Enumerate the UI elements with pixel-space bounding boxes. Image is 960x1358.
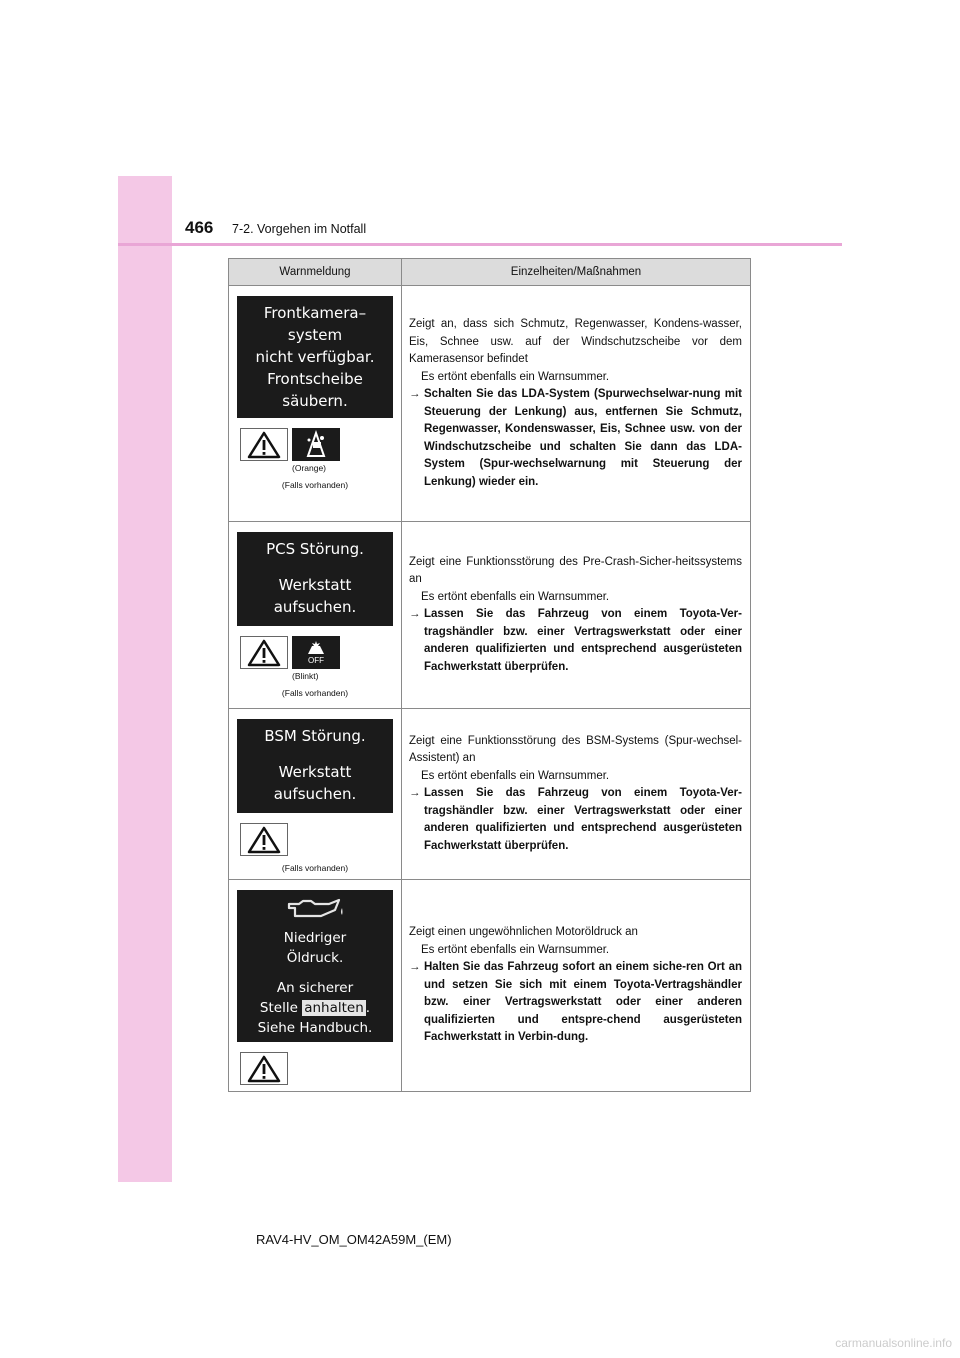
display-screen bbox=[237, 296, 393, 418]
screen-text: system bbox=[287, 326, 343, 344]
table-row bbox=[229, 286, 751, 522]
screen-text: PCS Störung. bbox=[266, 540, 364, 558]
screen-text: Öldruck. bbox=[286, 950, 344, 966]
screen-highlight: anhalten bbox=[304, 1000, 364, 1016]
buzzer-note: Es ertönt ebenfalls ein Warnsummer. bbox=[421, 769, 610, 782]
description-text: Zeigt eine Funktionsstörung des Pre-Crash-Sicher-heitssystems an bbox=[409, 555, 742, 586]
watermark: carmanualsonline.info bbox=[835, 1336, 952, 1350]
screen-text bbox=[237, 560, 393, 574]
details-cell bbox=[402, 709, 751, 880]
warning-cell bbox=[229, 709, 402, 880]
warning-triangle-icon bbox=[240, 636, 288, 669]
description-text: Zeigt einen ungewöhnlichen Motoröldruck an bbox=[409, 926, 638, 939]
screen-text: Siehe Handbuch. bbox=[257, 1020, 373, 1036]
action-text bbox=[409, 959, 742, 1047]
buzzer-note: Es ertönt ebenfalls ein Warnsummer. bbox=[421, 943, 610, 956]
screen-text: An sicherer bbox=[276, 980, 354, 996]
arrow-icon: → bbox=[409, 961, 421, 974]
icons-row bbox=[240, 636, 393, 669]
table-header-row bbox=[229, 259, 751, 286]
action-body: Halten Sie das Fahrzeug sofort an einem siche-ren Ort an und setzen Sie sich mit einem Toyota-Vertragshändler bzw. einer Vertragswerkstatt oder einer anderen qualifizierten und entspre-chend ausgerüsteten Fachwerkstatt in Verbin-dung. bbox=[424, 961, 742, 1044]
side-strip bbox=[118, 176, 172, 1182]
table-row bbox=[229, 522, 751, 709]
screen-text bbox=[237, 968, 393, 978]
warning-cell bbox=[229, 522, 402, 709]
warning-triangle-icon bbox=[240, 823, 288, 856]
pcs-off-icon bbox=[292, 636, 340, 669]
table-row bbox=[229, 709, 751, 880]
screen-text: Frontscheibe bbox=[267, 370, 363, 388]
section-title: 7-2. Vorgehen im Notfall bbox=[232, 222, 367, 236]
oil-can-icon bbox=[285, 896, 345, 920]
screen-text-line bbox=[237, 998, 393, 1018]
document-code: RAV4-HV_OM_OM42A59M_(EM) bbox=[256, 1232, 452, 1247]
pcs-off-label: OFF bbox=[308, 656, 324, 665]
screen-text: . bbox=[365, 1000, 371, 1016]
icons-row bbox=[240, 823, 393, 856]
warning-triangle-icon bbox=[240, 1052, 288, 1085]
screen-text: säubern. bbox=[282, 392, 348, 410]
column-header-details: Einzelheiten/Maßnahmen bbox=[402, 259, 751, 286]
action-body: Lassen Sie das Fahrzeug von einem Toyota-Ver-tragshändler bzw. einer Vertragswerkstatt oder einer anderen qualifizierten und entsprechend ausgerüsteten Fachwerkstatt überprüfen. bbox=[424, 787, 742, 852]
arrow-icon: → bbox=[409, 388, 421, 400]
icon-caption: (Orange) bbox=[292, 463, 327, 473]
table-row bbox=[229, 880, 751, 1092]
warning-triangle-icon bbox=[240, 428, 288, 461]
screen-text: Werkstatt bbox=[278, 576, 352, 594]
warning-cell bbox=[229, 880, 402, 1092]
buzzer-note: Es ertönt ebenfalls ein Warnsummer. bbox=[421, 370, 610, 383]
header-divider bbox=[118, 243, 842, 246]
action-text bbox=[409, 386, 742, 491]
screen-text: Niedriger bbox=[283, 930, 347, 946]
availability-note: (Falls vorhanden) bbox=[281, 688, 349, 698]
screen-text: nicht verfügbar. bbox=[255, 348, 375, 366]
action-text bbox=[409, 785, 742, 855]
icon-caption: (Blinkt) bbox=[292, 671, 319, 681]
warning-cell bbox=[229, 286, 402, 522]
column-header-warning: Warnmeldung bbox=[229, 259, 402, 286]
action-body: Lassen Sie das Fahrzeug von einem Toyota-Ver-tragshändler bzw. einer Vertragswerkstatt oder einer anderen qualifizierten und entsprechend ausgerüsteten Fachwerkstatt überprüfen. bbox=[424, 608, 742, 673]
buzzer-note: Es ertönt ebenfalls ein Warnsummer. bbox=[421, 590, 610, 603]
screen-text: Werkstatt bbox=[278, 763, 352, 781]
screen-text bbox=[237, 747, 393, 761]
screen-text: Stelle bbox=[259, 1000, 298, 1016]
warning-table bbox=[228, 258, 751, 1092]
camera-dirty-icon bbox=[292, 428, 340, 461]
screen-text: BSM Störung. bbox=[264, 727, 366, 745]
display-screen bbox=[237, 719, 393, 813]
icons-row bbox=[240, 1052, 393, 1085]
details-cell bbox=[402, 880, 751, 1092]
details-cell bbox=[402, 522, 751, 709]
description-text: Zeigt an, dass sich Schmutz, Regenwasser, Kondens-wasser, Eis, Schnee usw. auf der Windschutzscheibe vor dem Kamerasensor befindet bbox=[409, 318, 742, 365]
arrow-icon: → bbox=[409, 787, 421, 800]
icons-row bbox=[240, 428, 393, 461]
page-number: 466 bbox=[185, 218, 214, 237]
screen-text: Frontkamera– bbox=[263, 304, 367, 322]
screen-text: aufsuchen. bbox=[273, 598, 357, 616]
description-text: Zeigt eine Funktionsstörung des BSM-Systems (Spur-wechsel-Assistent) an bbox=[409, 734, 742, 765]
action-body: Schalten Sie das LDA-System (Spurwechselwar-nung mit Steuerung der Lenkung) aus, entfernen Sie Schmutz, Regenwasser, Kondenswasser, Eis, Schnee usw. von der Windschutzscheibe und schalten Sie dann das LDA-System (Spur-wechselwarnung mit Steuerung der Lenkung) wieder ein. bbox=[424, 388, 742, 488]
availability-note: (Falls vorhanden) bbox=[281, 480, 349, 490]
availability-note: (Falls vorhanden) bbox=[281, 863, 349, 873]
action-text bbox=[409, 606, 742, 676]
arrow-icon: → bbox=[409, 608, 421, 621]
screen-text: aufsuchen. bbox=[273, 785, 357, 803]
display-screen bbox=[237, 890, 393, 1042]
display-screen bbox=[237, 532, 393, 626]
details-cell bbox=[402, 286, 751, 522]
